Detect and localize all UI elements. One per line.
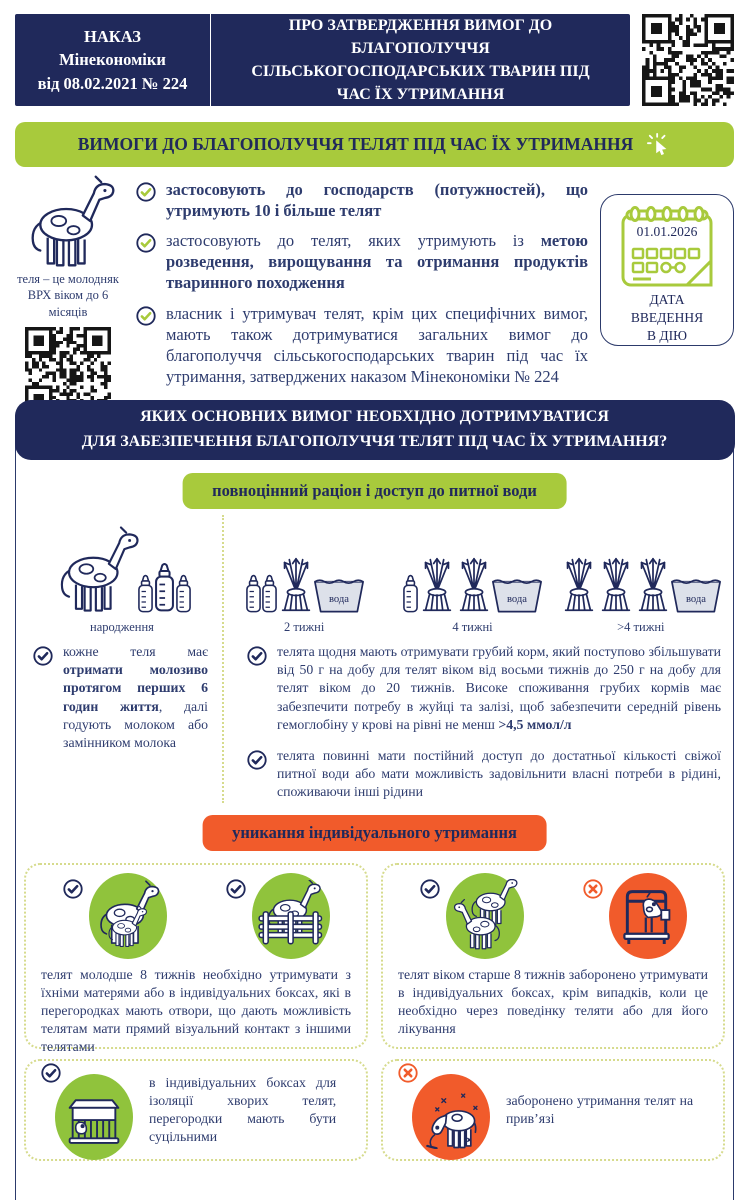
list-item: застосовують до господарств (потужностей), що утримують 10 і більше телят	[135, 179, 588, 221]
list-item: застосовують до телят, яких утримують із метою розведення, вирощування та отримання продуктів тваринного походження	[135, 230, 588, 293]
effective-date-box	[600, 194, 734, 346]
list-item: телята повинні мати постійний доступ до достатньої кількості свіжої питної води або мати можливість задовільнити власні потреби в рідині, споживаючи інші рідини	[246, 747, 721, 802]
tethered-calf-icon	[412, 1074, 490, 1160]
check-icon	[62, 878, 84, 900]
effective-date-label: ДАТА ВВЕДЕННЯ В ДІЮ	[630, 292, 704, 344]
check-icon	[246, 749, 268, 802]
section2-title: ЯКИХ ОСНОВНИХ ВИМОГ НЕОБХІДНО ДОТРИМУВАТИСЯ ДЛЯ ЗАБЕЗПЕЧЕННЯ БЛАГОПОЛУЧЧЯ ТЕЛЯТ ПІД ЧАС ЇХ УТРИМАННЯ?	[15, 400, 735, 460]
svg-text:вода: вода	[328, 593, 349, 605]
milk-column	[26, 643, 222, 802]
calf-icon	[50, 524, 140, 614]
list-item: кожне теля має отримати молозиво протягом перших 6 годин життя, далі годують молоком або замінником молока	[32, 643, 208, 752]
calf-behind-fence-icon	[252, 873, 330, 959]
card-isolation-boxes: в індивідуальних боксах для ізоляції хворих телят, перегородки мають бути суцільними	[24, 1059, 368, 1161]
hay-icon	[416, 553, 458, 614]
feeding-stages	[24, 513, 725, 635]
stage-label: 4 тижні	[452, 620, 493, 634]
section1-banner-text: ВИМОГИ ДО БЛАГОПОЛУЧЧЯ ТЕЛЯТ ПІД ЧАС ЇХ УТРИМАННЯ	[77, 134, 634, 154]
section2	[15, 400, 734, 1200]
cow-with-calf-icon	[89, 873, 167, 959]
stage-label: народження	[90, 620, 154, 634]
order-doc-type: НАКАЗ	[84, 27, 141, 47]
feeding-stage-4	[557, 553, 725, 635]
milk-bottle-icon	[173, 574, 194, 614]
hay-icon	[632, 553, 674, 614]
order-date-number: від 08.02.2021 № 224	[37, 73, 188, 93]
list-item: власник і утримувач телят, крім цих специфічних вимог, мають також дотримуватися загальних вимог до благополуччя сільськогосподарських тварин під час їх утримання, затверджених наказом Мінекономіки № 224	[135, 303, 588, 387]
section2-columns	[26, 643, 721, 802]
two-calves-icon	[446, 873, 524, 959]
order-reference	[15, 14, 211, 106]
order-header-box	[15, 14, 630, 106]
prohibited-icon	[397, 1062, 419, 1084]
isolation-pen-icon	[55, 1074, 133, 1160]
rule-cards	[24, 863, 725, 1163]
check-icon	[40, 1062, 62, 1084]
check-icon	[32, 645, 54, 752]
qr-code-top	[642, 14, 734, 106]
svg-text:вода: вода	[507, 593, 528, 605]
feeding-stage-1	[24, 524, 220, 635]
hay-icon	[595, 553, 637, 614]
calendar-icon	[617, 203, 717, 291]
calf-icon	[20, 173, 116, 269]
feed-column	[222, 643, 721, 802]
individual-housing-pill: уникання індивідуального утримання	[202, 815, 547, 851]
water-bucket-icon	[669, 574, 723, 615]
header	[15, 14, 734, 106]
order-title: ПРО ЗАТВЕРДЖЕННЯ ВИМОГ ДО БЛАГОПОЛУЧЧЯ СІЛЬСЬКОГОСПОДАРСЬКИХ ТВАРИН ПІД ЧАС ЇХ УТРИМАННЯ	[251, 16, 590, 104]
section1-banner	[15, 122, 734, 167]
prohibited-icon	[582, 878, 604, 900]
stage-label: >4 тижні	[617, 620, 665, 634]
feeding-stage-2	[220, 553, 388, 635]
hay-icon	[558, 553, 600, 614]
list-item: телята щодня мають отримувати грубий корм, який поступово збільшувати від 50 г на добу для телят віком від восьми тижнів до 250 г на добу для телят віком до 20 тижнів. Високе споживання грубих кормів має забезпечити потребу в жуйці та залізі, щоб забезпечити середній рівень гемоглобіну у крові на рівні не менш >4,5 ммол/л	[246, 643, 721, 734]
hay-icon	[453, 553, 495, 614]
water-bucket-icon	[490, 574, 544, 615]
check-icon	[246, 645, 268, 734]
section1-bullets	[123, 173, 600, 395]
section1	[13, 173, 734, 395]
order-authority: Мінекономіки	[59, 50, 166, 70]
click-cursor-icon	[647, 133, 671, 157]
card-calves-under-8-weeks: телят молодше 8 тижнів необхідно утримувати з їхніми матерями або в індивідуальних боксах, які в перегородках мають отвори, що дають можливість телятам мати прямий візуальний контакт з іншими телятами	[24, 863, 368, 1049]
ration-pill: повноцінний раціон і доступ до питної води	[182, 473, 567, 509]
check-icon	[419, 878, 441, 900]
section1-left-column	[13, 173, 123, 395]
effective-date: 01.01.2026	[636, 224, 698, 239]
card-no-tethering: заборонено утримання телят на прив’язі	[381, 1059, 725, 1161]
feeding-stage-3	[388, 553, 556, 635]
calf-caption: теля – це молодняк ВРХ віком до 6 місяців	[17, 272, 119, 319]
stage-label: 2 тижні	[284, 620, 325, 634]
check-icon	[135, 305, 157, 387]
water-bucket-icon	[312, 574, 366, 615]
hay-icon	[275, 553, 317, 614]
check-icon	[225, 878, 247, 900]
calf-crate-icon	[609, 873, 687, 959]
check-icon	[135, 181, 157, 221]
card-calves-over-8-weeks: телят віком старше 8 тижнів заборонено утримувати в індивідуальних боксах, крім випадків, коли це необхідно через поведінку теляти або для його лікування	[381, 863, 725, 1049]
svg-text:вода: вода	[686, 593, 707, 605]
check-icon	[135, 232, 157, 293]
